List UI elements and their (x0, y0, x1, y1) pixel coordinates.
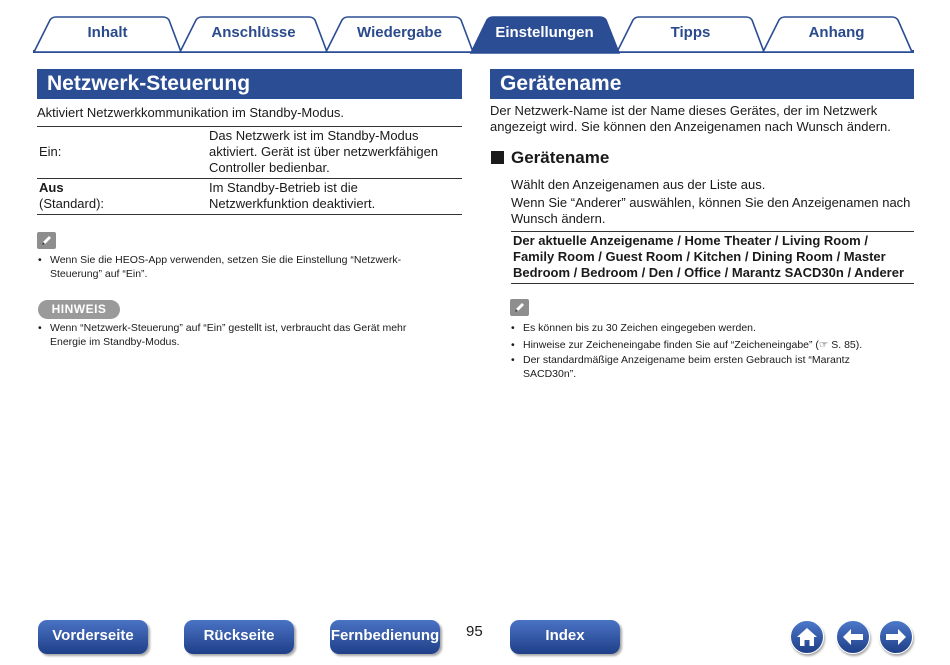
tab-wiedergabe[interactable]: Wiedergabe (357, 24, 442, 41)
sub-text-line-2: Wenn Sie “Anderer” auswählen, können Sie den Anzeigenamen nach (511, 195, 911, 210)
tab-bar (0, 0, 950, 60)
right-note-3-line-2: SACD30n”. (523, 368, 577, 380)
options-line-3: Bedroom / Bedroom / Den / Office / Marantz SACD30n / Anderer (513, 265, 905, 280)
tab-anschluesse[interactable]: Anschlüsse (211, 24, 296, 41)
right-note-1: • Es können bis zu 30 Zeichen eingegeben werden. (510, 321, 914, 335)
tab-anhang[interactable]: Anhang (808, 24, 865, 41)
index-button[interactable]: Index (510, 620, 620, 654)
square-bullet-icon (491, 151, 504, 164)
remote-control-button[interactable]: Fernbedienung (330, 620, 440, 654)
table-key-ein: Ein: (39, 144, 62, 159)
table-desc-ein-3: Controller bedienbar. (209, 160, 330, 175)
tab-einstellungen[interactable]: Einstellungen (495, 24, 594, 41)
page-number: 95 (466, 623, 483, 640)
arrow-right-icon (880, 621, 912, 653)
table-desc-aus-1: Im Standby-Betrieb ist die (209, 180, 358, 195)
home-button[interactable] (790, 620, 824, 654)
forward-button[interactable] (879, 620, 913, 654)
home-icon (791, 621, 823, 653)
pencil-icon (37, 232, 56, 249)
right-note-3: • Der standardmäßige Anzeigename beim ersten Gebrauch ist “Marantz SACD30n”. (510, 353, 914, 381)
hinweis-item: • Wenn “Netzwerk-Steuerung” auf “Ein” gestellt ist, verbraucht das Gerät mehr Energie im Standby-Modus. (37, 321, 462, 349)
right-note-3-line-1: Der standardmäßige Anzeigename beim ersten Gebrauch ist “Marantz (523, 354, 850, 366)
table-mid-line (37, 178, 462, 179)
table-bottom-line (37, 214, 462, 215)
right-intro (490, 103, 914, 135)
right-intro-line-1: Der Netzwerk-Name ist der Name dieses Gerätes, der im Netzwerk (490, 103, 878, 118)
note-line-1: Wenn Sie die HEOS-App verwenden, setzen Sie die Einstellung “Netzwerk- (50, 254, 402, 266)
options-line-2: Family Room / Guest Room / Kitchen / Dining Room / Master (513, 249, 886, 264)
hinweis-badge: HINWEIS (38, 300, 120, 319)
arrow-left-icon (837, 621, 869, 653)
options-line-1: Der aktuelle Anzeigename / Home Theater / Living Room / (513, 233, 868, 248)
front-panel-button[interactable]: Vorderseite (38, 620, 148, 654)
hinweis-line-1: Wenn “Netzwerk-Steuerung” auf “Ein” gestellt ist, verbraucht das Gerät mehr (50, 322, 407, 334)
section-title-netzwerk-steuerung: Netzwerk-Steuerung (37, 69, 462, 99)
options-top-line (511, 231, 914, 232)
subsection-title: Gerätename (511, 148, 610, 167)
sub-text (511, 177, 914, 227)
table-key-aus: Aus (39, 180, 64, 195)
table-desc-aus-2: Netzwerkfunktion deaktiviert. (209, 196, 376, 211)
left-intro: Aktiviert Netzwerkkommunikation im Standby-Modus. (37, 105, 345, 120)
right-intro-line-2: angezeigt wird. Sie können den Anzeigenamen nach Wunsch ändern. (490, 119, 891, 134)
right-note-1-line: Es können bis zu 30 Zeichen eingegeben werden. (523, 322, 756, 334)
pencil-icon (510, 299, 529, 316)
rear-panel-button[interactable]: Rückseite (184, 620, 294, 654)
table-desc-ein-1: Das Netzwerk ist im Standby-Modus (209, 128, 419, 143)
tab-inhalt[interactable]: Inhalt (87, 24, 128, 41)
right-note-2-line: Hinweise zur Zeicheneingabe finden Sie auf “Zeicheneingabe” (☞ S. 85). (523, 339, 863, 351)
table-desc-ein-2: aktiviert. Gerät ist über netzwerkfähigen (209, 144, 439, 159)
table-key-aus-standard: (Standard): (39, 196, 105, 211)
note-line-2: Steuerung” auf “Ein”. (50, 268, 148, 280)
right-note-2: • Hinweise zur Zeicheneingabe finden Sie auf “Zeicheneingabe” (☞ S. 85). (510, 338, 914, 352)
section-title-geraetename: Gerätename (490, 69, 914, 99)
sub-text-line-3: Wunsch ändern. (511, 211, 606, 226)
table-top-line (37, 126, 462, 127)
name-options (513, 233, 914, 281)
back-button[interactable] (836, 620, 870, 654)
tab-tipps[interactable]: Tipps (670, 24, 711, 41)
hinweis-line-2: Energie im Standby-Modus. (50, 336, 180, 348)
sub-text-line-1: Wählt den Anzeigenamen aus der Liste aus. (511, 177, 766, 192)
options-bottom-line (511, 283, 914, 284)
note-item: • Wenn Sie die HEOS-App verwenden, setzen Sie die Einstellung “Netzwerk- Steuerung” auf “Ein”. (37, 253, 462, 281)
